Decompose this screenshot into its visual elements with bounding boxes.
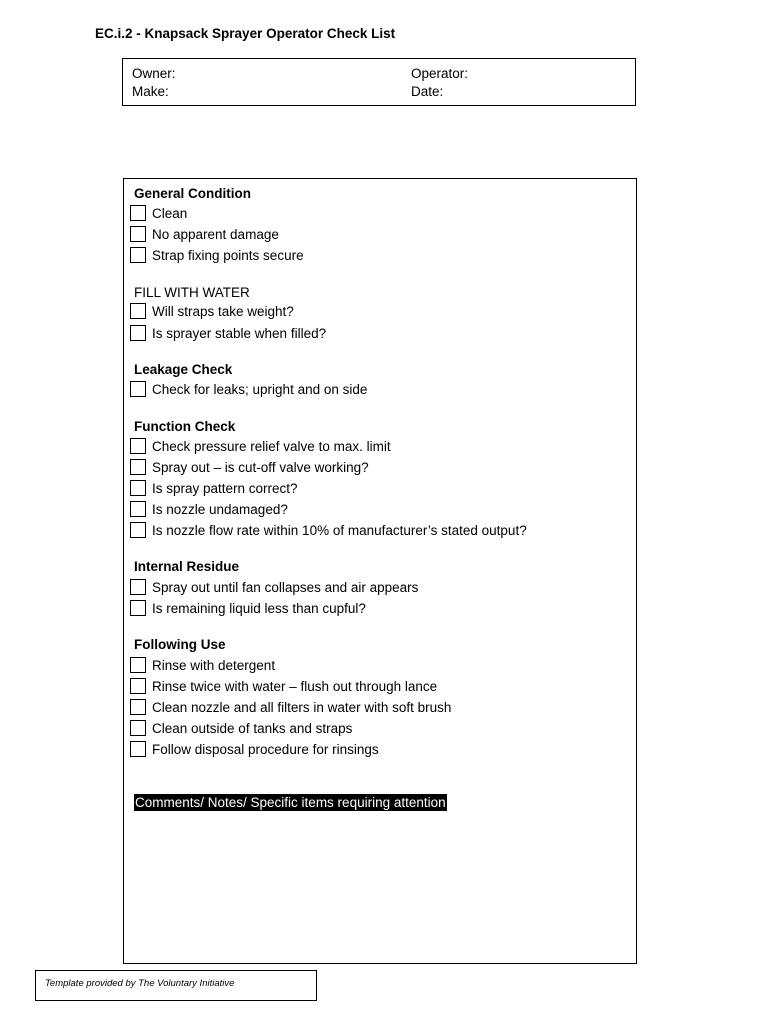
checklist-item-label: Rinse twice with water – flush out through lance [152, 679, 438, 694]
checklist-item-label: No apparent damage [152, 227, 279, 242]
checklist-item-label: Is remaining liquid less than cupful? [152, 601, 366, 616]
checkbox[interactable] [130, 678, 146, 694]
checklist-item-label: Rinse with detergent [152, 658, 276, 673]
section-title-following-use: Following Use [134, 637, 226, 652]
checklist-item-label: Clean nozzle and all filters in water with soft brush [152, 700, 452, 715]
checklist-item-label: Clean [152, 206, 188, 221]
checkbox[interactable] [130, 226, 146, 242]
checklist-item-label: Is nozzle flow rate within 10% of manufacturer’s stated output? [152, 523, 527, 538]
checkbox[interactable] [130, 699, 146, 715]
checkbox[interactable] [130, 381, 146, 397]
checkbox[interactable] [130, 579, 146, 595]
section-title-internal-residue: Internal Residue [134, 559, 240, 574]
section-title-leakage-check: Leakage Check [134, 362, 233, 377]
checkbox[interactable] [130, 459, 146, 475]
page-title: EC.i.2 - Knapsack Sprayer Operator Check List [95, 26, 396, 41]
checkbox[interactable] [130, 325, 146, 341]
owner-label: Owner: [132, 66, 176, 81]
checklist-item-label: Follow disposal procedure for rinsings [152, 742, 379, 757]
info-left-column [132, 65, 176, 101]
make-label: Make: [132, 84, 169, 99]
date-label: Date: [411, 84, 444, 99]
info-right-column [411, 65, 468, 101]
checklist-item-label: Strap fixing points secure [152, 248, 304, 263]
checklist-item-label: Will straps take weight? [152, 304, 294, 319]
checkbox[interactable] [130, 205, 146, 221]
footer-box [35, 970, 317, 1001]
section-title-function-check: Function Check [134, 419, 236, 434]
checkbox[interactable] [130, 600, 146, 616]
checkbox[interactable] [130, 657, 146, 673]
checkbox[interactable] [130, 522, 146, 538]
checklist-item-label: Spray out until fan collapses and air appears [152, 580, 419, 595]
checkbox[interactable] [130, 741, 146, 757]
checklist-item-label: Check for leaks; upright and on side [152, 382, 368, 397]
checklist-item-label: Is spray pattern correct? [152, 481, 298, 496]
checklist-item-label: Is sprayer stable when filled? [152, 326, 327, 341]
checkbox[interactable] [130, 247, 146, 263]
checklist-item-label: Is nozzle undamaged? [152, 502, 288, 517]
checkbox[interactable] [130, 501, 146, 517]
checkbox[interactable] [130, 303, 146, 319]
info-box [122, 58, 636, 106]
section-title-general-condition: General Condition [134, 186, 252, 201]
operator-label: Operator: [411, 66, 469, 81]
section-title-fill-with-water: FILL WITH WATER [134, 285, 250, 300]
footer-credit: Template provided by The Voluntary Initiative [45, 978, 235, 989]
comments-heading: Comments/ Notes/ Specific items requiring attention [135, 795, 446, 810]
checklist-item-label: Spray out – is cut-off valve working? [152, 460, 369, 475]
checklist-item-label: Check pressure relief valve to max. limit [152, 439, 391, 454]
checkbox[interactable] [130, 720, 146, 736]
checkbox[interactable] [130, 438, 146, 454]
checklist-item-label: Clean outside of tanks and straps [152, 721, 353, 736]
checklist-box [123, 178, 637, 964]
checkbox[interactable] [130, 480, 146, 496]
